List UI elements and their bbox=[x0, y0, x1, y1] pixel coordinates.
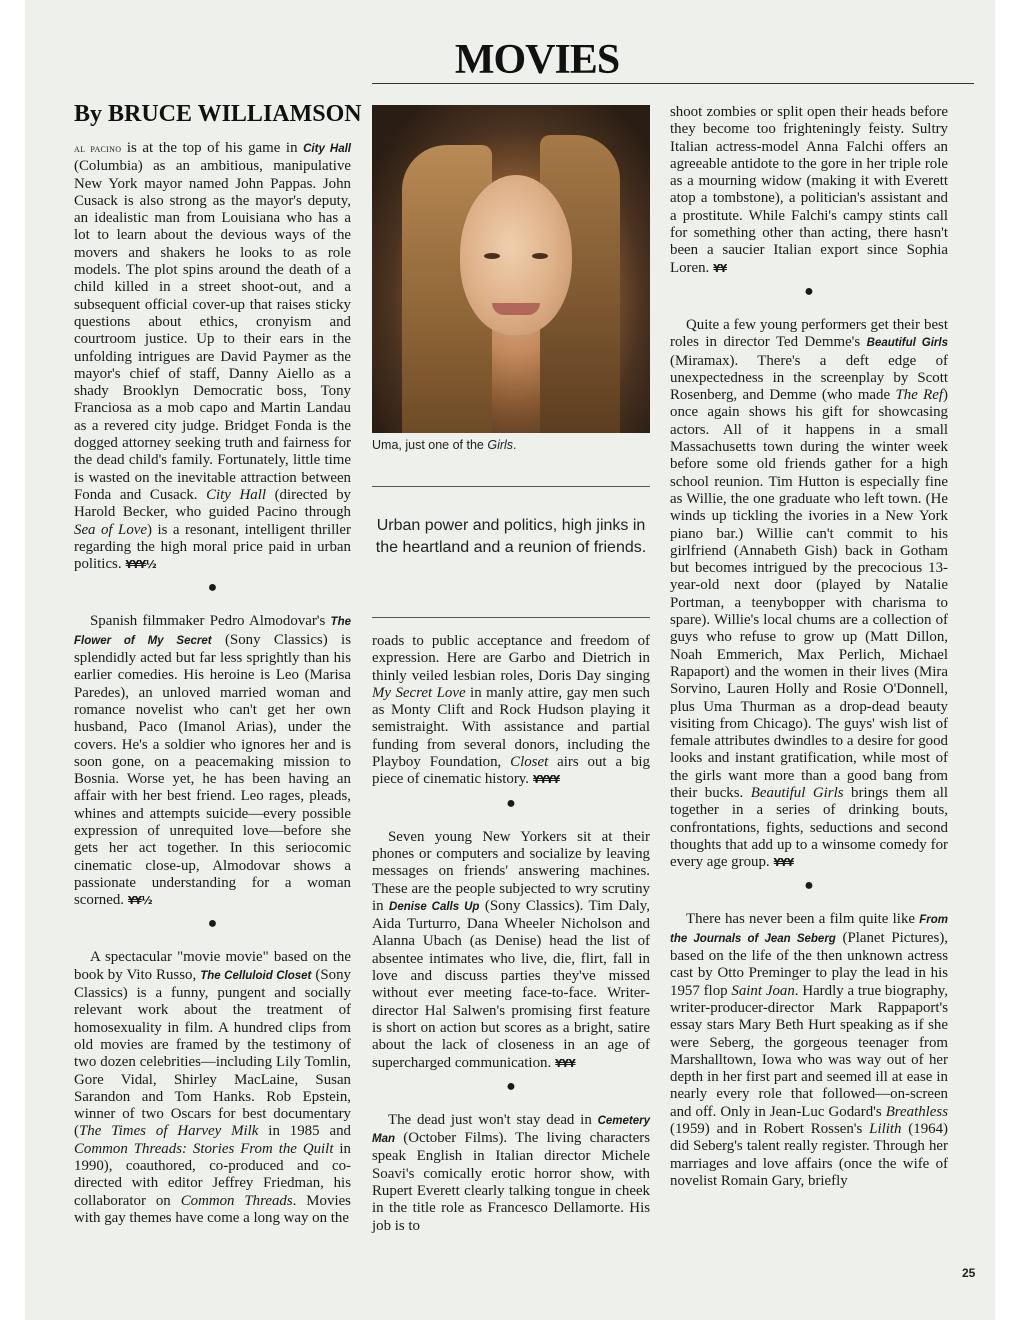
section-bullet: ● bbox=[506, 1077, 516, 1095]
pullquote-rule-bottom bbox=[372, 617, 650, 618]
photo-mouth bbox=[492, 303, 540, 315]
film-title: The Celluloid Closet bbox=[200, 969, 312, 982]
uma-thurman-photo bbox=[372, 105, 650, 433]
review-denise-calls-up: Seven young New Yorkers sit at their phones or computers and socialize by leaving messages on friends' answering machines. These are the people subjected to wry scrutiny in Denise Calls Up (Sony Classics). Tim Daly, Aida Turturro, Dana Wheeler Nicholson and Alanna Ubach (as Denise) head the list of absentee intimates who live, die, flirt, fall in love and discuss parties they've missed without ever meeting face-to-face. Writer-director Hal Salwen's promising first feature is short on action but scores as a bright, satire about the lack of closeness in an age of supercharged communication. ¥¥¥ bbox=[372, 828, 650, 1071]
rating: ¥¥¥½ bbox=[125, 558, 156, 572]
section-bullet: ● bbox=[207, 579, 218, 597]
rating: ¥¥¥ bbox=[773, 856, 794, 870]
pullquote-rule-top bbox=[372, 486, 650, 487]
photo-eye-left bbox=[484, 253, 500, 259]
byline: By BRUCE WILLIAMSON bbox=[74, 101, 362, 127]
review-jean-seberg: There has never been a film quite like From the Journals of Jean Seberg (Planet Pictures), based on the life of the then unknown actress cast by Otto Preminger to play the lead in his 1957 flop Saint Joan. Hardly a true biography, writer-producer-director Mark Rappaport's essay stars Mary Beth Hurt speaking as if she were Seberg, the gorgeous teenager from Marshalltown, Iowa who was way out of her depth in her first part and seemed ill at ease in nearly every role that followed—on-screen and off. Only in Jean-Luc Godard's Breathless (1959) and in Robert Rossen's Lilith (1964) did Seberg's talent really register. Through her marriages and love affairs (once the wife of novelist Romain Gary, briefly bbox=[670, 911, 949, 1189]
section-bullet: ● bbox=[506, 794, 516, 812]
film-title: Cemetery Man bbox=[372, 1114, 650, 1146]
column-1 bbox=[74, 140, 351, 1227]
review-celluloid-closet-cont: roads to public acceptance and freedom of expression. Here are Garbo and Dietrich in thinly veiled lesbian roles, Doris Day singing My Secret Love in manly attire, gay men such as Monty Clift and Rock Hudson playing it semistraight. With assistance and partial funding from several donors, including the Playboy Foundation, Closet airs out a big piece of cinematic history. ¥¥¥¥ bbox=[372, 633, 650, 788]
column-2 bbox=[372, 633, 650, 1235]
photo-caption: Uma, just one of the Girls. bbox=[372, 438, 517, 452]
review-city-hall: al pacino is at the top of his game in City Hall (Columbia) as an ambitious, manipulative New York mayor named John Pappas. John Cusack is also strong as the mayor's deputy, an idealistic man from Louisiana who has a lot to learn about the devious ways of the movers and shakers he looks to as role models. The plot spins around the death of a child killed in a street shoot-out, and a subsequent official cover-up that raises sticky questions about ethics, cronyism and courtroom justice. Up to their ears in the unfolding intrigues are David Paymer as the mayor's chief of staff, Danny Aiello as a shady Brooklyn Democratic boss, Tony Franciosa as a mob capo and Martin Landau as a revered city judge. Bridget Fonda is the dogged attorney seeking truth and fairness for the dead child's family. Fortunately, little time is wasted on the inevitable attraction between Fonda and Cusack. City Hall (directed by Harold Becker, who guided Pacino through Sea of Love) is a resonant, intelligent thriller regarding the high moral price paid in urban politics. ¥¥¥½ bbox=[74, 140, 352, 573]
review-cemetery-man-cont: shoot zombies or split open their heads before they become too frighteningly feisty. Sultry Italian actress-model Anna Falchi offers an agreeable antidote to the gore in her triple role as a mourning widow (making it with Everett atop a tombstone), a politician's assistant and a prostitute. While Falchi's campy stints call for something other than acting, there hasn't been a saucier Italian export since Sophia Loren. ¥¥ bbox=[670, 104, 948, 276]
review-cemetery-man: The dead just won't stay dead in Cemetery Man (October Films). The living characters speak English in Italian director Michele Soavi's comically erotic horror show, with Rupert Everett clearly talking tongue in cheek in the title role as Francesco Dellamorte. His job is to bbox=[372, 1111, 650, 1234]
section-bullet: ● bbox=[207, 915, 218, 933]
film-title: Beautiful Girls bbox=[866, 337, 948, 350]
film-title: City Hall bbox=[303, 143, 351, 155]
review-celluloid-closet: A spectacular "movie movie" based on the book by Vito Russo, The Celluloid Closet (Sony Classics) is a funny, pungent and socially relevant work about the treatment of homosexuality in film. A hundred clips from old movies are framed by the testimony of two dozen celebrities—including Lily Tomlin, Gore Vidal, Shirley MacLaine, Susan Sarandon and Tom Hanks. Rob Epstein, winner of two Oscars for best documentary (The Times of Harvey Milk in 1985 and Common Threads: Stories From the Quilt in 1990), coauthored, co-produced and co-directed with editor Jeffrey Friedman, his collaborator on Common Threads. Movies with gay themes have come a long way on the bbox=[74, 949, 352, 1226]
rating: ¥¥¥ bbox=[554, 1056, 575, 1070]
pull-quote: Urban power and politics, high jinks in the heartland and a reunion of friends. bbox=[375, 517, 647, 556]
rating: ¥¥½ bbox=[127, 894, 152, 908]
film-title: The Flower of My Secret bbox=[74, 616, 351, 647]
rating: ¥¥ bbox=[713, 261, 727, 275]
review-beautiful-girls: Quite a few young performers get their best roles in director Ted Demme's Beautiful Girls (Miramax). There's a deft edge of unexpectedness in the screenplay by Scott Rosenberg, and Demme (who made The Ref) once again shows his gift for showcasing actors. All of it happens in a small Massachusetts town during the winter week before some old friends gather for a high school reunion. Tim Hutton is especially fine as Willie, the one graduate who left town. (He winds up tickling the ivories in a New York piano bar.) Willie can't commit to his girlfriend (Annabeth Gish) back in Gotham but becomes intrigued by the precocious 13-year-old next door (played by Natalie Portman, a teenybopper with charisma to spare). Willie's local chums are a collection of guys who refuse to grow up (Matt Dillon, Noah Emmerich, Max Perlich, Michael Rapaport) and the women in their lives (Mira Sorvino, Lauren Holly and Rosie O'Donnell, plus Uma Thurman as a drop-dead beauty visiting from Chicago). The guys' wish list of female attributes dwindles to a desire for good looks and instant gratification, while most of the girls want more than a good bang from their bucks. Beautiful Girls brings them all together in a series of drinking bouts, confrontations, fights, seductions and second thoughts that add up to a winsome comedy for every age group. ¥¥¥ bbox=[670, 316, 948, 871]
section-bullet: ● bbox=[804, 282, 814, 300]
film-title: Denise Calls Up bbox=[389, 900, 480, 913]
page-number: 25 bbox=[962, 1266, 976, 1280]
rating: ¥¥¥¥ bbox=[532, 773, 560, 787]
lead-name: al pacino bbox=[74, 141, 122, 155]
section-bullet: ● bbox=[804, 877, 814, 895]
column-3 bbox=[670, 104, 948, 1190]
film-title: From the Journals of Jean Seberg bbox=[670, 914, 948, 945]
review-flower-of-my-secret: Spanish filmmaker Pedro Almodovar's The Flower of My Secret (Sony Classics) is splendidly acted but far less sprightly than his earlier comedies. His heroine is Leo (Marisa Paredes), an unloved married woman and romance novelist who can't get her own husband, Paco (Imanol Arias), under the covers. He's a soldier who ignores her and is soon gone, on a peacemaking mission to Bosnia. Worse yet, he has been having an affair with her best friend. Leo rages, pleads, whines and attempts suicide—every possible expression of unrequited love—before she gets her act together. In this seriocomic cinematic close-up, Almodovar shows a passionate understanding for a woman scorned. ¥¥½ bbox=[74, 613, 351, 909]
section-title: MOVIES bbox=[454, 37, 620, 83]
header-rule bbox=[372, 83, 974, 84]
photo-eye-right bbox=[532, 253, 548, 259]
